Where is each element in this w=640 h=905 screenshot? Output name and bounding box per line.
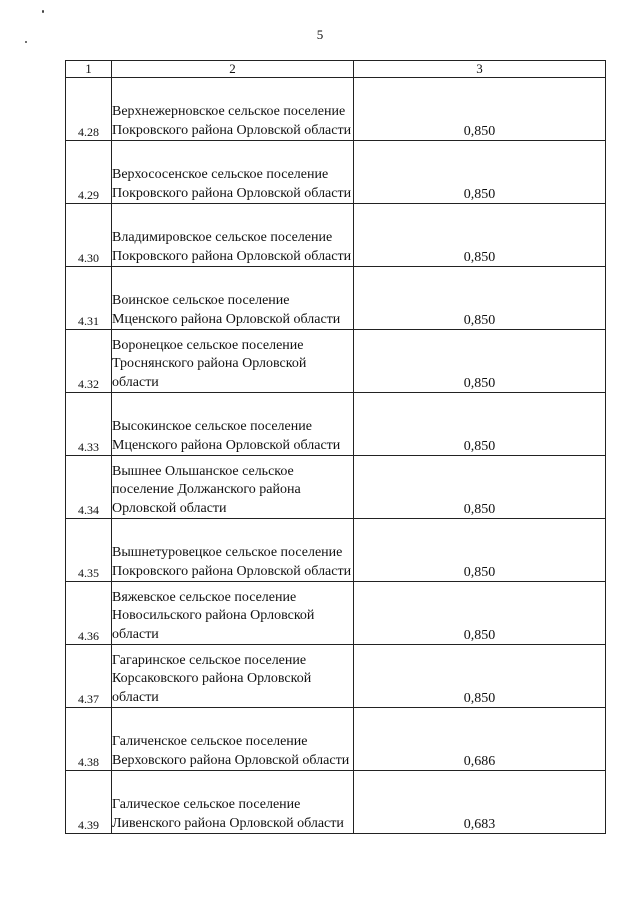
settlement-name-cell: Вышнетуровецкое сельское поселение Покровского района Орловской области [112, 519, 354, 582]
column-header-1: 1 [66, 61, 112, 78]
settlement-name-cell: Высокинское сельское поселение Мценского района Орловской области [112, 393, 354, 456]
coefficient-cell: 0,850 [354, 78, 606, 141]
scan-speck [42, 10, 44, 13]
coefficient-cell: 0,686 [354, 708, 606, 771]
settlement-name-cell: Воинское сельское поселение Мценского района Орловской области [112, 267, 354, 330]
settlement-name-cell: Верхнежерновское сельское поселение Покровского района Орловской области [112, 78, 354, 141]
row-number-cell: 4.29 [66, 141, 112, 204]
coefficient-cell: 0,850 [354, 204, 606, 267]
row-number-cell: 4.39 [66, 771, 112, 834]
table-row [66, 582, 606, 645]
coefficient-cell: 0,850 [354, 519, 606, 582]
settlement-name-cell: Владимировское сельское поселение Покровского района Орловской области [112, 204, 354, 267]
table-row [66, 78, 606, 141]
row-number-cell: 4.35 [66, 519, 112, 582]
coefficient-cell: 0,850 [354, 267, 606, 330]
table-header-row [66, 61, 606, 78]
row-number-cell: 4.36 [66, 582, 112, 645]
settlement-name-cell: Воронецкое сельское поселение Троснянского района Орловской области [112, 330, 354, 393]
column-header-2: 2 [112, 61, 354, 78]
table-row [66, 708, 606, 771]
coefficient-cell: 0,683 [354, 771, 606, 834]
row-number-cell: 4.30 [66, 204, 112, 267]
coefficient-cell: 0,850 [354, 645, 606, 708]
settlement-name-cell: Вяжевское сельское поселение Новосильского района Орловской области [112, 582, 354, 645]
coefficient-cell: 0,850 [354, 582, 606, 645]
row-number-cell: 4.33 [66, 393, 112, 456]
table-row [66, 141, 606, 204]
settlement-name-cell: Галиченское сельское поселение Верховского района Орловской области [112, 708, 354, 771]
table-row [66, 456, 606, 519]
table-row [66, 393, 606, 456]
coefficient-cell: 0,850 [354, 141, 606, 204]
table-row [66, 330, 606, 393]
coefficient-cell: 0,850 [354, 330, 606, 393]
table-row [66, 645, 606, 708]
row-number-cell: 4.37 [66, 645, 112, 708]
settlement-name-cell: Верхососенское сельское поселение Покровского района Орловской области [112, 141, 354, 204]
row-number-cell: 4.34 [66, 456, 112, 519]
row-number-cell: 4.32 [66, 330, 112, 393]
coefficient-cell: 0,850 [354, 393, 606, 456]
page-number: 5 [316, 27, 324, 42]
column-header-3: 3 [354, 61, 606, 78]
data-table [65, 60, 606, 834]
row-number-cell: 4.31 [66, 267, 112, 330]
scan-speck [25, 41, 27, 43]
row-number-cell: 4.28 [66, 78, 112, 141]
table-row [66, 267, 606, 330]
settlement-name-cell: Гагаринское сельское поселение Корсаковского района Орловской области [112, 645, 354, 708]
coefficient-cell: 0,850 [354, 456, 606, 519]
settlement-name-cell: Вышнее Ольшанское сельское поселение Должанского района Орловской области [112, 456, 354, 519]
row-number-cell: 4.38 [66, 708, 112, 771]
table-row [66, 519, 606, 582]
table-row [66, 204, 606, 267]
settlement-name-cell: Галическое сельское поселение Ливенского района Орловской области [112, 771, 354, 834]
table-row [66, 771, 606, 834]
table-body [66, 78, 606, 834]
